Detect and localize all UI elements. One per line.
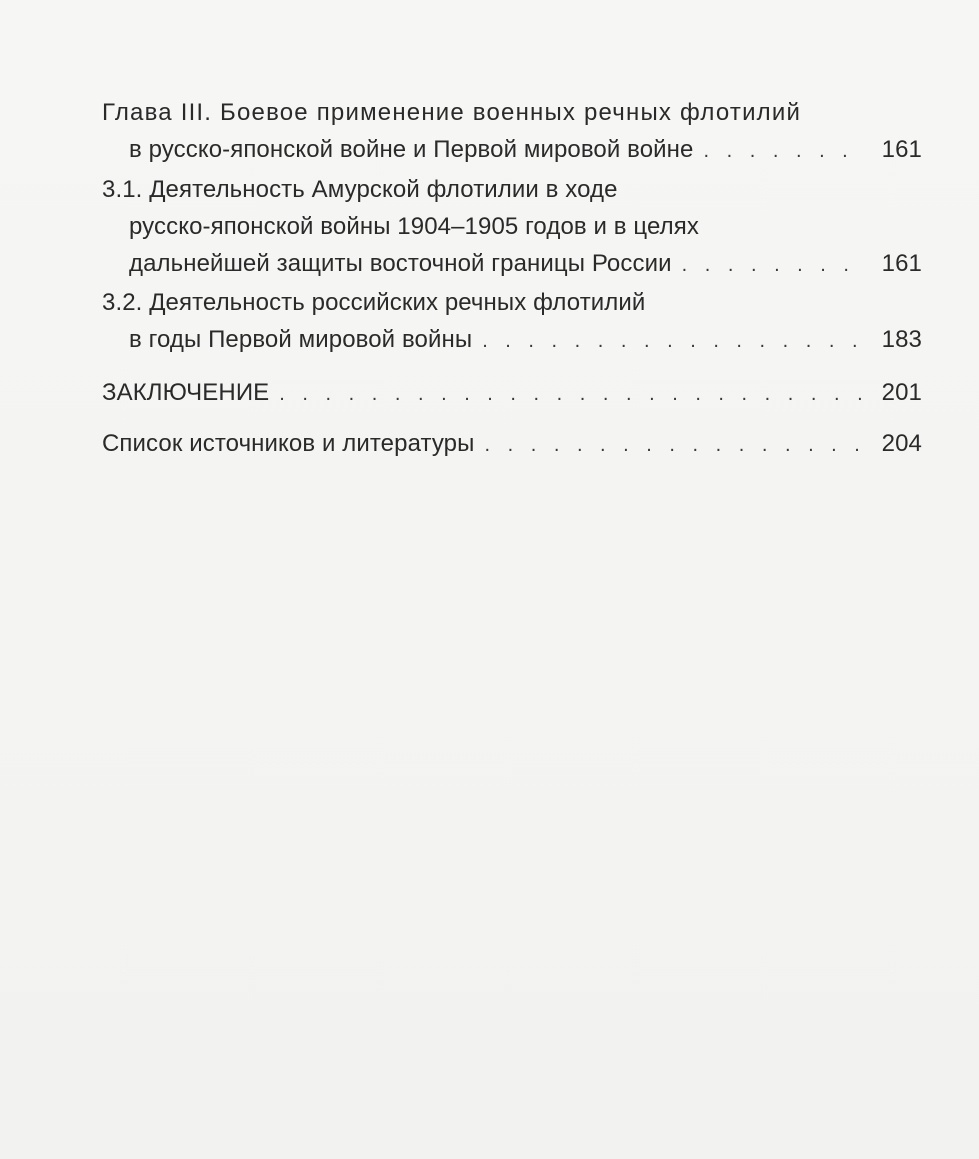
toc-page-number: 183 <box>881 326 922 353</box>
toc-entry-line <box>102 284 922 321</box>
toc-entry-section-3-2 <box>102 284 922 360</box>
toc-page-number: 161 <box>881 250 922 277</box>
dot-leader <box>484 427 864 464</box>
toc-entry-title-line: дальнейшей защиты восточной границы России <box>129 250 672 277</box>
toc-entry-conclusion <box>102 374 922 413</box>
toc-page-number: 204 <box>881 430 922 457</box>
toc-entry-title-line: 3.2. Деятельность российских речных флотилий <box>102 289 646 316</box>
dot-leader <box>682 247 864 284</box>
toc-page-number: 201 <box>881 379 922 406</box>
toc-entry-title-line: в годы Первой мировой войны <box>129 326 473 353</box>
dot-leader <box>279 376 864 413</box>
toc-entry-title-line: Список источников и литературы <box>102 430 475 457</box>
dot-leader <box>482 323 864 360</box>
toc-entry-section-3-1 <box>102 171 922 284</box>
toc-entry-line <box>102 245 922 284</box>
toc-entry-sources <box>102 425 922 464</box>
dot-leader <box>704 133 865 170</box>
table-of-contents <box>102 94 922 464</box>
toc-entry-title-line: 3.1. Деятельность Амурской флотилии в ходе <box>102 176 618 203</box>
toc-entry-line <box>102 208 922 245</box>
toc-entry-title-line: Глава III. Боевое применение военных речных флотилий <box>102 99 802 126</box>
toc-entry-title-line: в русско-японской войне и Первой мировой войне <box>129 136 694 163</box>
toc-entry-line <box>102 321 922 360</box>
toc-entry-line <box>102 94 922 131</box>
toc-entry-line <box>102 171 922 208</box>
toc-entry-line <box>102 131 922 170</box>
toc-entry-line <box>102 425 922 464</box>
toc-entry-chapter-3 <box>102 94 922 170</box>
toc-entry-title-line: ЗАКЛЮЧЕНИЕ <box>102 379 270 406</box>
toc-entry-title-line: русско-японской войны 1904–1905 годов и в целях <box>129 213 699 240</box>
toc-entry-line <box>102 374 922 413</box>
toc-page-number: 161 <box>881 136 922 163</box>
